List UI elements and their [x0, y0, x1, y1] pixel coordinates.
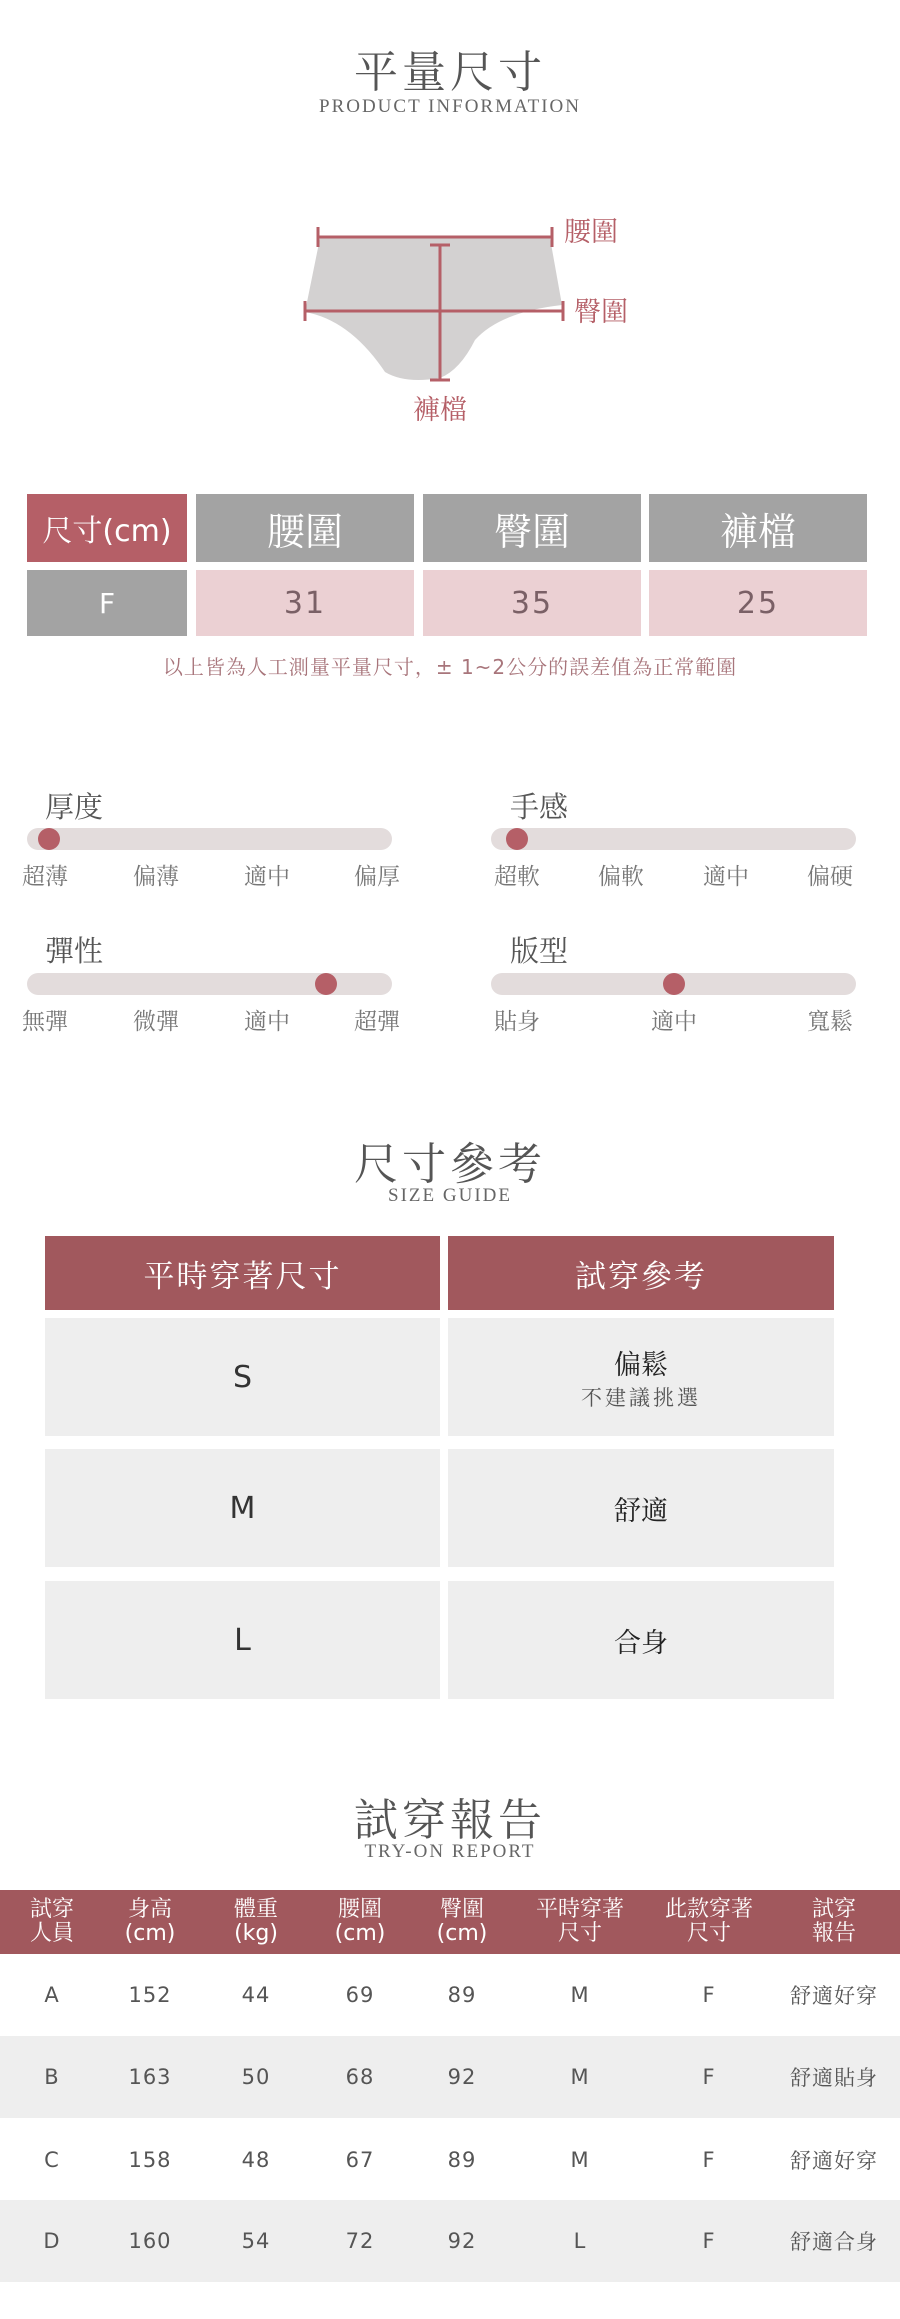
- size-table-size-f: F: [27, 570, 187, 636]
- attr-dot-thickness: [38, 828, 60, 850]
- tryon-header-text: 試穿: [29, 1897, 74, 1922]
- tryon-header-cell: [779, 1890, 889, 1954]
- tryon-cell: A: [44, 1983, 60, 2007]
- attr-title-elasticity: 彈性: [45, 934, 104, 968]
- tryon-header-text: 臀圍: [439, 1897, 484, 1922]
- size-table-hip-value: 35: [423, 570, 641, 636]
- size-guide-fit-cell: [448, 1581, 834, 1699]
- size-guide-size: L: [234, 1622, 251, 1658]
- attr-tick: 超軟: [494, 864, 540, 890]
- size-guide-header-tryon: 試穿參考: [448, 1236, 834, 1310]
- size-table-header-size: 尺寸(cm): [27, 494, 187, 562]
- shorts-silhouette: [305, 238, 562, 380]
- attr-track-feel: [491, 828, 856, 850]
- size-guide-size-cell: [45, 1449, 440, 1567]
- tryon-header-text: 報告: [811, 1921, 856, 1946]
- tryon-cell: F: [702, 2229, 716, 2253]
- tryon-cell: 舒適合身: [790, 2230, 878, 2254]
- tryon-cell: 92: [447, 2229, 477, 2253]
- tryon-cell: F: [702, 2065, 716, 2089]
- size-guide-fit-note: 不建議挑選: [581, 1385, 701, 1410]
- attr-tick: 無彈: [22, 1009, 68, 1035]
- tryon-cell: L: [573, 2229, 587, 2253]
- size-guide-subtitle: SIZE GUIDE: [388, 1185, 512, 1206]
- product-info-subtitle: PRODUCT INFORMATION: [319, 96, 581, 117]
- size-table-header-hip: 臀圍: [423, 494, 641, 562]
- tryon-cell: 72: [345, 2229, 375, 2253]
- tryon-header-cell: [0, 1890, 107, 1954]
- tryon-header-text: 平時穿著: [535, 1897, 624, 1922]
- attr-tick: 微彈: [133, 1009, 179, 1035]
- tryon-cell: D: [43, 2229, 61, 2253]
- tryon-cell: M: [570, 2065, 590, 2089]
- tryon-header-text: 腰圍: [337, 1897, 382, 1922]
- tryon-cell: 44: [241, 1983, 271, 2007]
- size-table-header-waist: 腰圍: [196, 494, 414, 562]
- size-guide-size: S: [232, 1359, 253, 1395]
- tryon-cell: 89: [447, 1983, 477, 2007]
- tryon-header-cell: [95, 1890, 205, 1954]
- attr-title-fit: 版型: [510, 934, 569, 968]
- attr-tick: 超彈: [354, 1009, 400, 1035]
- tryon-cell: B: [44, 2065, 60, 2089]
- tryon-header-cell: [525, 1890, 635, 1954]
- tryon-cell: 舒適貼身: [790, 2066, 878, 2090]
- tryon-subtitle: TRY-ON REPORT: [364, 1841, 536, 1862]
- tryon-cell: 89: [447, 2148, 477, 2172]
- size-table-waist-value: 31: [196, 570, 414, 636]
- tryon-header-text: 尺寸: [686, 1921, 731, 1946]
- size-guide-fit-cell: [448, 1318, 834, 1436]
- attr-tick: 寬鬆: [807, 1009, 853, 1035]
- hip-label: 臀圍: [574, 297, 628, 328]
- size-guide-fit: 合身: [614, 1627, 668, 1659]
- tryon-header-text: 人員: [29, 1921, 74, 1946]
- size-guide-fit-cell: [448, 1449, 834, 1567]
- tryon-header-text: 身高: [127, 1897, 172, 1922]
- attr-track-thickness: [27, 828, 392, 850]
- tryon-header-text: (cm): [334, 1921, 386, 1946]
- tryon-header-cell: [407, 1890, 517, 1954]
- tryon-cell: M: [570, 2148, 590, 2172]
- tryon-header-text: (kg): [234, 1921, 278, 1946]
- tryon-header-text: (cm): [124, 1921, 176, 1946]
- shorts-diagram: [290, 215, 590, 395]
- attr-tick: 適中: [244, 1009, 290, 1035]
- size-guide-size: M: [229, 1490, 256, 1526]
- attr-tick: 適中: [244, 864, 290, 890]
- attr-track-elasticity: [27, 973, 392, 995]
- size-guide-header-usual: 平時穿著尺寸: [45, 1236, 440, 1310]
- size-table-rise-value: 25: [649, 570, 867, 636]
- attr-tick: 偏硬: [807, 864, 853, 890]
- tryon-header-text: 試穿: [811, 1897, 856, 1922]
- tryon-cell: M: [570, 1983, 590, 2007]
- tryon-cell: 68: [345, 2065, 375, 2089]
- tryon-cell: 163: [128, 2065, 172, 2089]
- tryon-header-text: 尺寸: [557, 1921, 602, 1946]
- attr-title-thickness: 厚度: [45, 790, 104, 824]
- tryon-header-cell: [305, 1890, 415, 1954]
- tryon-cell: 158: [128, 2148, 172, 2172]
- attr-tick: 適中: [651, 1009, 697, 1035]
- tryon-cell: F: [702, 2148, 716, 2172]
- size-guide-size-cell: [45, 1581, 440, 1699]
- tryon-cell: 舒適好穿: [790, 2149, 878, 2173]
- attr-tick: 偏薄: [133, 864, 179, 890]
- attr-tick: 超薄: [22, 864, 68, 890]
- product-info-title: 平量尺寸: [354, 47, 546, 98]
- size-guide-fit: 舒適: [614, 1495, 668, 1527]
- size-guide-size-cell: [45, 1318, 440, 1436]
- tryon-cell: C: [44, 2148, 60, 2172]
- tryon-cell: 92: [447, 2065, 477, 2089]
- attr-title-feel: 手感: [510, 790, 569, 824]
- size-guide-fit: 偏鬆: [614, 1349, 668, 1381]
- tryon-cell: 舒適好穿: [790, 1984, 878, 2008]
- size-guide-title: 尺寸參考: [354, 1139, 546, 1190]
- attr-dot-feel: [506, 828, 528, 850]
- tryon-cell: 50: [241, 2065, 271, 2089]
- tryon-header-text: 此款穿著: [664, 1897, 753, 1922]
- size-table-header-rise: 褲檔: [649, 494, 867, 562]
- tryon-cell: 160: [128, 2229, 172, 2253]
- tryon-cell: 48: [241, 2148, 271, 2172]
- measurement-note: 以上皆為人工測量平量尺寸，± 1~2公分的誤差值為正常範圍: [162, 655, 738, 679]
- attr-dot-fit: [663, 973, 685, 995]
- waist-label: 腰圍: [564, 217, 618, 248]
- tryon-cell: 54: [241, 2229, 271, 2253]
- tryon-header-text: 體重: [233, 1897, 278, 1922]
- tryon-cell: 69: [345, 1983, 375, 2007]
- tryon-header-text: (cm): [436, 1921, 488, 1946]
- attr-tick: 適中: [703, 864, 749, 890]
- rise-label: 褲檔: [413, 395, 467, 426]
- tryon-header-cell: [201, 1890, 311, 1954]
- attr-tick: 偏軟: [598, 864, 644, 890]
- tryon-cell: 67: [345, 2148, 375, 2172]
- attr-tick: 偏厚: [354, 864, 400, 890]
- tryon-header-cell: [654, 1890, 764, 1954]
- tryon-title: 試穿報告: [354, 1795, 546, 1846]
- tryon-cell: 152: [128, 1983, 172, 2007]
- tryon-cell: F: [702, 1983, 716, 2007]
- attr-tick: 貼身: [494, 1009, 540, 1035]
